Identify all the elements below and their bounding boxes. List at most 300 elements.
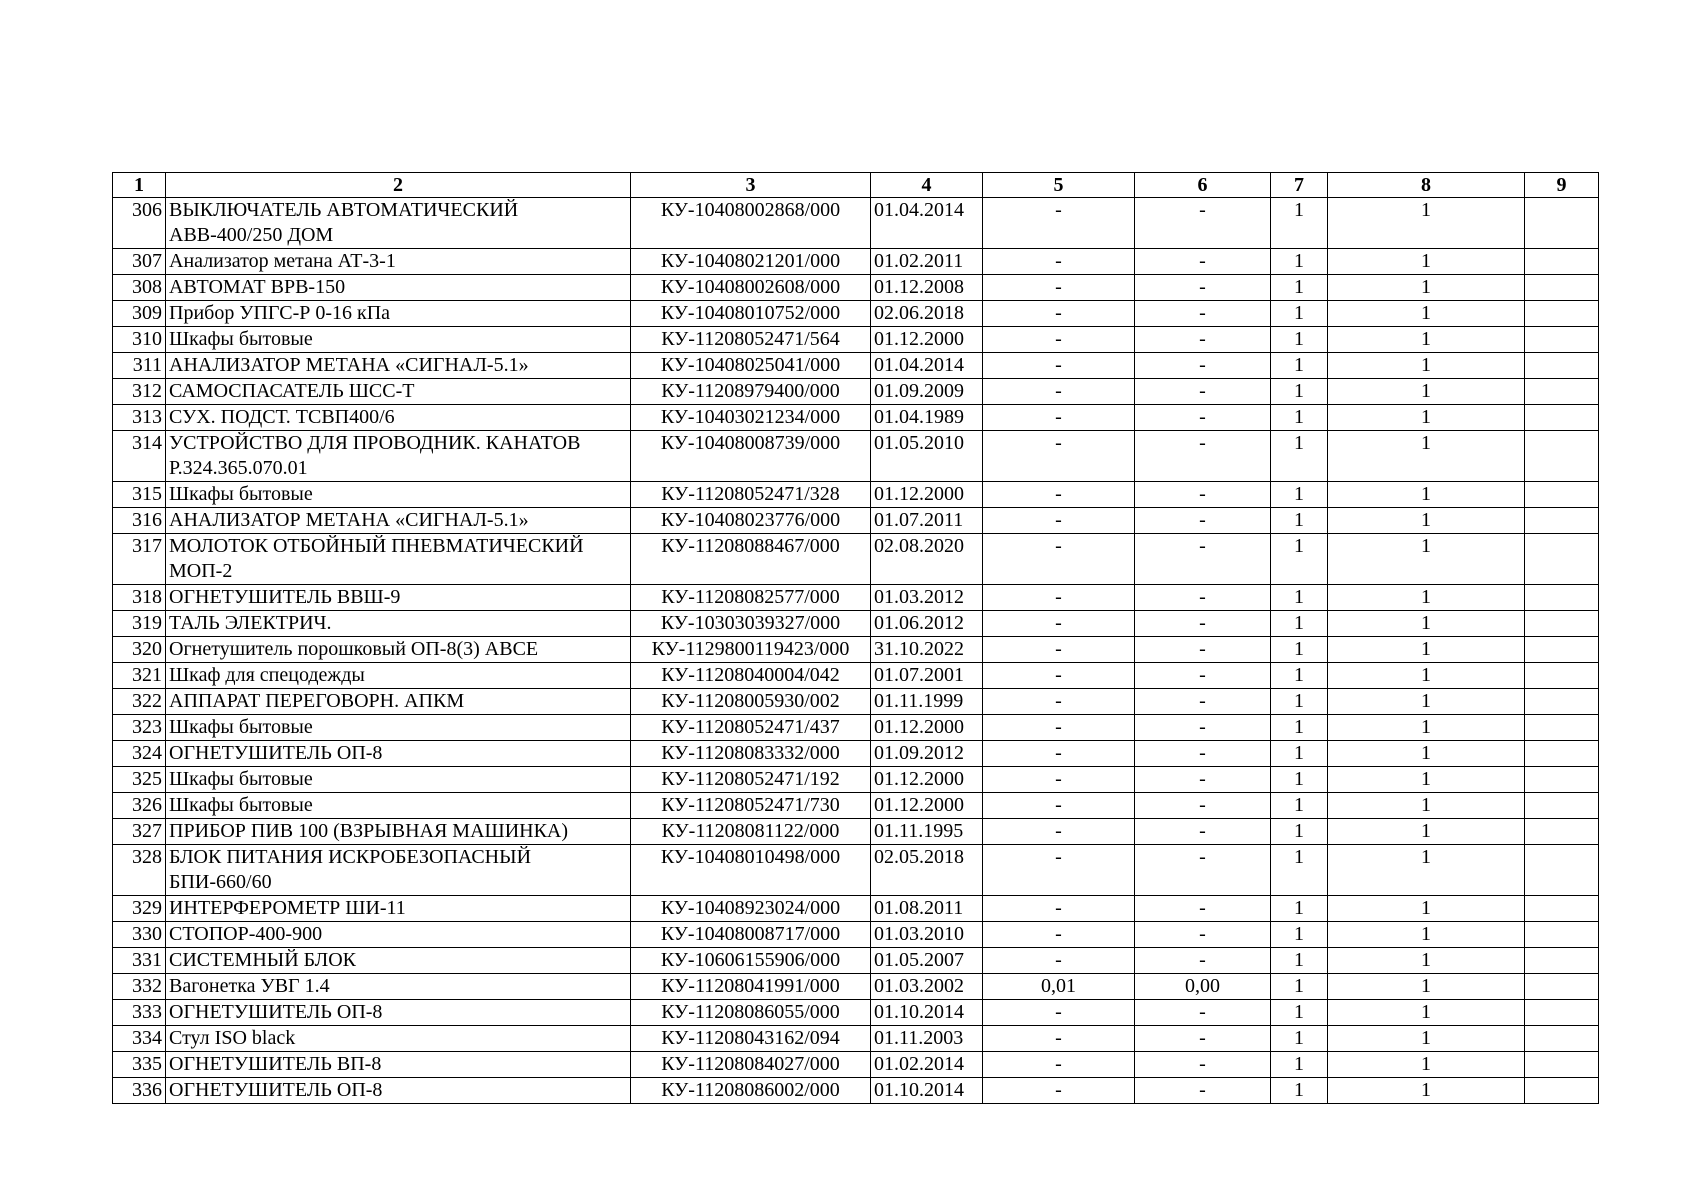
table-row [113, 353, 1599, 379]
value-6-cell: - [1135, 508, 1271, 534]
row-number-cell: 336 [113, 1078, 166, 1104]
value-9-cell [1525, 405, 1599, 431]
value-8-cell: 1 [1328, 922, 1525, 948]
table-body [113, 198, 1599, 1104]
row-number-cell: 306 [113, 198, 166, 249]
value-9-cell [1525, 715, 1599, 741]
value-7-cell: 1 [1271, 275, 1328, 301]
date-cell: 01.07.2011 [871, 508, 983, 534]
value-9-cell [1525, 327, 1599, 353]
table-row [113, 741, 1599, 767]
value-5-cell: - [983, 819, 1135, 845]
value-6-cell: - [1135, 793, 1271, 819]
value-7-cell: 1 [1271, 482, 1328, 508]
inventory-code-cell: КУ-10408008739/000 [631, 431, 871, 482]
value-9-cell [1525, 534, 1599, 585]
date-cell: 01.12.2000 [871, 793, 983, 819]
inventory-code-cell: КУ-11208052471/192 [631, 767, 871, 793]
row-number-cell: 313 [113, 405, 166, 431]
date-cell: 01.05.2007 [871, 948, 983, 974]
value-8-cell: 1 [1328, 845, 1525, 896]
table-row [113, 611, 1599, 637]
table-row [113, 508, 1599, 534]
value-9-cell [1525, 301, 1599, 327]
date-cell: 01.03.2012 [871, 585, 983, 611]
date-cell: 01.12.2000 [871, 715, 983, 741]
value-7-cell: 1 [1271, 793, 1328, 819]
value-6-cell: - [1135, 819, 1271, 845]
value-6-cell: 0,00 [1135, 974, 1271, 1000]
value-7-cell: 1 [1271, 198, 1328, 249]
value-6-cell: - [1135, 198, 1271, 249]
item-name-cell: ОГНЕТУШИТЕЛЬ ОП-8 [166, 741, 631, 767]
value-7-cell: 1 [1271, 741, 1328, 767]
table-row [113, 896, 1599, 922]
value-5-cell: - [983, 715, 1135, 741]
item-name-cell: ОГНЕТУШИТЕЛЬ ВП-8 [166, 1052, 631, 1078]
inventory-code-cell: КУ-11208084027/000 [631, 1052, 871, 1078]
value-6-cell: - [1135, 379, 1271, 405]
value-9-cell [1525, 767, 1599, 793]
value-8-cell: 1 [1328, 637, 1525, 663]
value-9-cell [1525, 353, 1599, 379]
row-number-cell: 335 [113, 1052, 166, 1078]
table-header [113, 173, 1599, 198]
value-9-cell [1525, 275, 1599, 301]
table-row [113, 301, 1599, 327]
value-6-cell: - [1135, 896, 1271, 922]
inventory-code-cell: КУ-10408002608/000 [631, 275, 871, 301]
table-row [113, 405, 1599, 431]
inventory-code-cell: КУ-11208043162/094 [631, 1026, 871, 1052]
value-5-cell: - [983, 845, 1135, 896]
value-8-cell: 1 [1328, 327, 1525, 353]
value-9-cell [1525, 1052, 1599, 1078]
row-number-cell: 331 [113, 948, 166, 974]
item-name-cell: Шкафы бытовые [166, 793, 631, 819]
value-8-cell: 1 [1328, 1026, 1525, 1052]
value-7-cell: 1 [1271, 405, 1328, 431]
date-cell: 01.02.2014 [871, 1052, 983, 1078]
value-7-cell: 1 [1271, 1078, 1328, 1104]
date-cell: 02.08.2020 [871, 534, 983, 585]
value-9-cell [1525, 741, 1599, 767]
value-5-cell: - [983, 431, 1135, 482]
value-5-cell: - [983, 275, 1135, 301]
inventory-code-cell: КУ-11208082577/000 [631, 585, 871, 611]
value-6-cell: - [1135, 948, 1271, 974]
value-6-cell: - [1135, 1000, 1271, 1026]
value-8-cell: 1 [1328, 353, 1525, 379]
value-5-cell: - [983, 198, 1135, 249]
header-col-7: 7 [1271, 173, 1328, 198]
inventory-code-cell: КУ-10408023776/000 [631, 508, 871, 534]
value-7-cell: 1 [1271, 896, 1328, 922]
date-cell: 01.08.2011 [871, 896, 983, 922]
table-row [113, 1026, 1599, 1052]
value-5-cell: - [983, 353, 1135, 379]
value-6-cell: - [1135, 431, 1271, 482]
value-9-cell [1525, 637, 1599, 663]
item-name-cell: АППАРАТ ПЕРЕГОВОРН. АПКМ [166, 689, 631, 715]
value-6-cell: - [1135, 275, 1271, 301]
table-row [113, 819, 1599, 845]
value-8-cell: 1 [1328, 974, 1525, 1000]
date-cell: 01.07.2001 [871, 663, 983, 689]
inventory-code-cell: КУ-11208052471/564 [631, 327, 871, 353]
value-7-cell: 1 [1271, 974, 1328, 1000]
value-6-cell: - [1135, 534, 1271, 585]
row-number-cell: 308 [113, 275, 166, 301]
table-row [113, 845, 1599, 896]
row-number-cell: 326 [113, 793, 166, 819]
value-7-cell: 1 [1271, 637, 1328, 663]
value-5-cell: - [983, 793, 1135, 819]
inventory-code-cell: КУ-11208083332/000 [631, 741, 871, 767]
value-6-cell: - [1135, 741, 1271, 767]
value-8-cell: 1 [1328, 275, 1525, 301]
value-8-cell: 1 [1328, 585, 1525, 611]
inventory-code-cell: КУ-11208081122/000 [631, 819, 871, 845]
date-cell: 01.12.2000 [871, 327, 983, 353]
value-5-cell: - [983, 611, 1135, 637]
value-8-cell: 1 [1328, 689, 1525, 715]
date-cell: 01.04.2014 [871, 198, 983, 249]
inventory-code-cell: КУ-11208052471/328 [631, 482, 871, 508]
table-row [113, 1052, 1599, 1078]
row-number-cell: 333 [113, 1000, 166, 1026]
row-number-cell: 317 [113, 534, 166, 585]
date-cell: 01.09.2009 [871, 379, 983, 405]
value-5-cell: - [983, 1026, 1135, 1052]
item-name-cell: ОГНЕТУШИТЕЛЬ ОП-8 [166, 1078, 631, 1104]
value-9-cell [1525, 611, 1599, 637]
item-name-cell: Анализатор метана АТ-3-1 [166, 249, 631, 275]
table-row [113, 637, 1599, 663]
value-8-cell: 1 [1328, 663, 1525, 689]
row-number-cell: 311 [113, 353, 166, 379]
value-8-cell: 1 [1328, 431, 1525, 482]
header-col-9: 9 [1525, 173, 1599, 198]
row-number-cell: 315 [113, 482, 166, 508]
value-9-cell [1525, 819, 1599, 845]
header-row [113, 173, 1599, 198]
row-number-cell: 307 [113, 249, 166, 275]
value-9-cell [1525, 793, 1599, 819]
value-5-cell: - [983, 327, 1135, 353]
item-name-cell: Шкафы бытовые [166, 482, 631, 508]
table-row [113, 793, 1599, 819]
value-6-cell: - [1135, 249, 1271, 275]
value-9-cell [1525, 1026, 1599, 1052]
item-name-cell: Шкафы бытовые [166, 715, 631, 741]
value-7-cell: 1 [1271, 534, 1328, 585]
value-5-cell: - [983, 301, 1135, 327]
value-7-cell: 1 [1271, 715, 1328, 741]
value-9-cell [1525, 585, 1599, 611]
value-6-cell: - [1135, 637, 1271, 663]
table-row [113, 327, 1599, 353]
inventory-code-cell: КУ-10408025041/000 [631, 353, 871, 379]
value-7-cell: 1 [1271, 663, 1328, 689]
table-row [113, 663, 1599, 689]
value-7-cell: 1 [1271, 1052, 1328, 1078]
value-5-cell: - [983, 922, 1135, 948]
table-row [113, 585, 1599, 611]
value-8-cell: 1 [1328, 379, 1525, 405]
item-name-cell: БЛОК ПИТАНИЯ ИСКРОБЕЗОПАСНЫЙ БПИ-660/60 [166, 845, 631, 896]
row-number-cell: 318 [113, 585, 166, 611]
value-9-cell [1525, 249, 1599, 275]
value-6-cell: - [1135, 301, 1271, 327]
row-number-cell: 327 [113, 819, 166, 845]
date-cell: 01.11.1995 [871, 819, 983, 845]
value-9-cell [1525, 689, 1599, 715]
date-cell: 31.10.2022 [871, 637, 983, 663]
value-7-cell: 1 [1271, 819, 1328, 845]
value-6-cell: - [1135, 689, 1271, 715]
value-5-cell: - [983, 896, 1135, 922]
item-name-cell: Огнетушитель порошковый ОП-8(3) АВСЕ [166, 637, 631, 663]
value-8-cell: 1 [1328, 793, 1525, 819]
header-col-5: 5 [983, 173, 1135, 198]
value-6-cell: - [1135, 767, 1271, 793]
item-name-cell: ИНТЕРФЕРОМЕТР ШИ-11 [166, 896, 631, 922]
table-row [113, 948, 1599, 974]
value-9-cell [1525, 1078, 1599, 1104]
inventory-code-cell: КУ-11208052471/730 [631, 793, 871, 819]
item-name-cell: ВЫКЛЮЧАТЕЛЬ АВТОМАТИЧЕСКИЙ АВВ-400/250 ДОМ [166, 198, 631, 249]
value-7-cell: 1 [1271, 353, 1328, 379]
value-9-cell [1525, 845, 1599, 896]
value-6-cell: - [1135, 1026, 1271, 1052]
value-8-cell: 1 [1328, 1078, 1525, 1104]
value-7-cell: 1 [1271, 585, 1328, 611]
inventory-code-cell: КУ-1129800119423/000 [631, 637, 871, 663]
item-name-cell: МОЛОТОК ОТБОЙНЫЙ ПНЕВМАТИЧЕСКИЙ МОП-2 [166, 534, 631, 585]
row-number-cell: 319 [113, 611, 166, 637]
item-name-cell: САМОСПАСАТЕЛЬ ШСС-Т [166, 379, 631, 405]
value-7-cell: 1 [1271, 1000, 1328, 1026]
row-number-cell: 323 [113, 715, 166, 741]
table-row [113, 767, 1599, 793]
inventory-code-cell: КУ-10408008717/000 [631, 922, 871, 948]
inventory-code-cell: КУ-10303039327/000 [631, 611, 871, 637]
row-number-cell: 310 [113, 327, 166, 353]
value-6-cell: - [1135, 353, 1271, 379]
inventory-code-cell: КУ-10408010498/000 [631, 845, 871, 896]
inventory-code-cell: КУ-11208040004/042 [631, 663, 871, 689]
value-8-cell: 1 [1328, 534, 1525, 585]
value-9-cell [1525, 663, 1599, 689]
inventory-code-cell: КУ-10403021234/000 [631, 405, 871, 431]
date-cell: 01.04.2014 [871, 353, 983, 379]
inventory-code-cell: КУ-10408002868/000 [631, 198, 871, 249]
value-5-cell: - [983, 741, 1135, 767]
value-6-cell: - [1135, 715, 1271, 741]
value-6-cell: - [1135, 327, 1271, 353]
value-5-cell: - [983, 637, 1135, 663]
value-5-cell: - [983, 663, 1135, 689]
value-7-cell: 1 [1271, 767, 1328, 793]
date-cell: 02.05.2018 [871, 845, 983, 896]
table-row [113, 534, 1599, 585]
table-row [113, 974, 1599, 1000]
row-number-cell: 329 [113, 896, 166, 922]
date-cell: 01.02.2011 [871, 249, 983, 275]
date-cell: 01.12.2000 [871, 482, 983, 508]
header-col-2: 2 [166, 173, 631, 198]
row-number-cell: 320 [113, 637, 166, 663]
header-col-1: 1 [113, 173, 166, 198]
inventory-code-cell: КУ-11208979400/000 [631, 379, 871, 405]
value-8-cell: 1 [1328, 741, 1525, 767]
inventory-code-cell: КУ-11208086002/000 [631, 1078, 871, 1104]
value-7-cell: 1 [1271, 948, 1328, 974]
value-8-cell: 1 [1328, 1052, 1525, 1078]
value-5-cell: - [983, 482, 1135, 508]
inventory-code-cell: КУ-10408010752/000 [631, 301, 871, 327]
value-5-cell: - [983, 1078, 1135, 1104]
inventory-code-cell: КУ-10408923024/000 [631, 896, 871, 922]
value-5-cell: - [983, 249, 1135, 275]
value-5-cell: - [983, 379, 1135, 405]
date-cell: 01.03.2010 [871, 922, 983, 948]
document-page [112, 172, 1599, 1104]
value-9-cell [1525, 1000, 1599, 1026]
value-9-cell [1525, 974, 1599, 1000]
date-cell: 01.06.2012 [871, 611, 983, 637]
value-7-cell: 1 [1271, 845, 1328, 896]
row-number-cell: 332 [113, 974, 166, 1000]
value-8-cell: 1 [1328, 482, 1525, 508]
value-5-cell: - [983, 1052, 1135, 1078]
value-6-cell: - [1135, 585, 1271, 611]
table-row [113, 249, 1599, 275]
inventory-code-cell: КУ-11208041991/000 [631, 974, 871, 1000]
value-5-cell: - [983, 948, 1135, 974]
date-cell: 01.03.2002 [871, 974, 983, 1000]
value-7-cell: 1 [1271, 508, 1328, 534]
value-8-cell: 1 [1328, 1000, 1525, 1026]
row-number-cell: 322 [113, 689, 166, 715]
item-name-cell: ПРИБОР ПИВ 100 (ВЗРЫВНАЯ МАШИНКА) [166, 819, 631, 845]
value-6-cell: - [1135, 1078, 1271, 1104]
item-name-cell: Шкафы бытовые [166, 327, 631, 353]
value-5-cell: - [983, 405, 1135, 431]
row-number-cell: 330 [113, 922, 166, 948]
inventory-code-cell: КУ-11208052471/437 [631, 715, 871, 741]
row-number-cell: 309 [113, 301, 166, 327]
table-row [113, 1078, 1599, 1104]
date-cell: 01.09.2012 [871, 741, 983, 767]
item-name-cell: СИСТЕМНЫЙ БЛОК [166, 948, 631, 974]
inventory-code-cell: КУ-11208088467/000 [631, 534, 871, 585]
value-8-cell: 1 [1328, 508, 1525, 534]
value-9-cell [1525, 482, 1599, 508]
inventory-code-cell: КУ-10606155906/000 [631, 948, 871, 974]
value-5-cell: - [983, 508, 1135, 534]
date-cell: 01.04.1989 [871, 405, 983, 431]
date-cell: 01.10.2014 [871, 1078, 983, 1104]
item-name-cell: УСТРОЙСТВО ДЛЯ ПРОВОДНИК. КАНАТОВ Р.324.365.070.01 [166, 431, 631, 482]
value-7-cell: 1 [1271, 689, 1328, 715]
inventory-code-cell: КУ-10408021201/000 [631, 249, 871, 275]
value-5-cell: - [983, 689, 1135, 715]
value-8-cell: 1 [1328, 896, 1525, 922]
item-name-cell: АНАЛИЗАТОР МЕТАНА «СИГНАЛ-5.1» [166, 508, 631, 534]
item-name-cell: ОГНЕТУШИТЕЛЬ ВВШ-9 [166, 585, 631, 611]
date-cell: 01.11.2003 [871, 1026, 983, 1052]
date-cell: 01.11.1999 [871, 689, 983, 715]
table-row [113, 198, 1599, 249]
header-col-3: 3 [631, 173, 871, 198]
value-9-cell [1525, 948, 1599, 974]
date-cell: 01.05.2010 [871, 431, 983, 482]
row-number-cell: 314 [113, 431, 166, 482]
value-6-cell: - [1135, 922, 1271, 948]
value-5-cell: 0,01 [983, 974, 1135, 1000]
inventory-table [112, 172, 1599, 1104]
value-7-cell: 1 [1271, 431, 1328, 482]
value-8-cell: 1 [1328, 301, 1525, 327]
value-7-cell: 1 [1271, 379, 1328, 405]
item-name-cell: АНАЛИЗАТОР МЕТАНА «СИГНАЛ-5.1» [166, 353, 631, 379]
value-6-cell: - [1135, 845, 1271, 896]
value-7-cell: 1 [1271, 922, 1328, 948]
row-number-cell: 328 [113, 845, 166, 896]
date-cell: 01.12.2008 [871, 275, 983, 301]
value-5-cell: - [983, 1000, 1135, 1026]
value-5-cell: - [983, 585, 1135, 611]
value-7-cell: 1 [1271, 249, 1328, 275]
value-8-cell: 1 [1328, 249, 1525, 275]
value-6-cell: - [1135, 482, 1271, 508]
item-name-cell: АВТОМАТ ВРВ-150 [166, 275, 631, 301]
inventory-code-cell: КУ-11208005930/002 [631, 689, 871, 715]
value-5-cell: - [983, 534, 1135, 585]
table-row [113, 689, 1599, 715]
value-8-cell: 1 [1328, 819, 1525, 845]
date-cell: 01.10.2014 [871, 1000, 983, 1026]
table-row [113, 482, 1599, 508]
item-name-cell: ОГНЕТУШИТЕЛЬ ОП-8 [166, 1000, 631, 1026]
value-7-cell: 1 [1271, 1026, 1328, 1052]
value-9-cell [1525, 198, 1599, 249]
item-name-cell: Стул ISO black [166, 1026, 631, 1052]
value-6-cell: - [1135, 1052, 1271, 1078]
value-9-cell [1525, 431, 1599, 482]
item-name-cell: СУХ. ПОДСТ. ТСВП400/6 [166, 405, 631, 431]
table-row [113, 379, 1599, 405]
item-name-cell: Прибор УПГС-Р 0-16 кПа [166, 301, 631, 327]
table-row [113, 1000, 1599, 1026]
item-name-cell: ТАЛЬ ЭЛЕКТРИЧ. [166, 611, 631, 637]
item-name-cell: Вагонетка УВГ 1.4 [166, 974, 631, 1000]
value-8-cell: 1 [1328, 767, 1525, 793]
value-5-cell: - [983, 767, 1135, 793]
value-9-cell [1525, 922, 1599, 948]
item-name-cell: Шкафы бытовые [166, 767, 631, 793]
value-8-cell: 1 [1328, 405, 1525, 431]
table-row [113, 922, 1599, 948]
date-cell: 02.06.2018 [871, 301, 983, 327]
value-7-cell: 1 [1271, 611, 1328, 637]
header-col-4: 4 [871, 173, 983, 198]
value-8-cell: 1 [1328, 948, 1525, 974]
value-9-cell [1525, 896, 1599, 922]
header-col-8: 8 [1328, 173, 1525, 198]
